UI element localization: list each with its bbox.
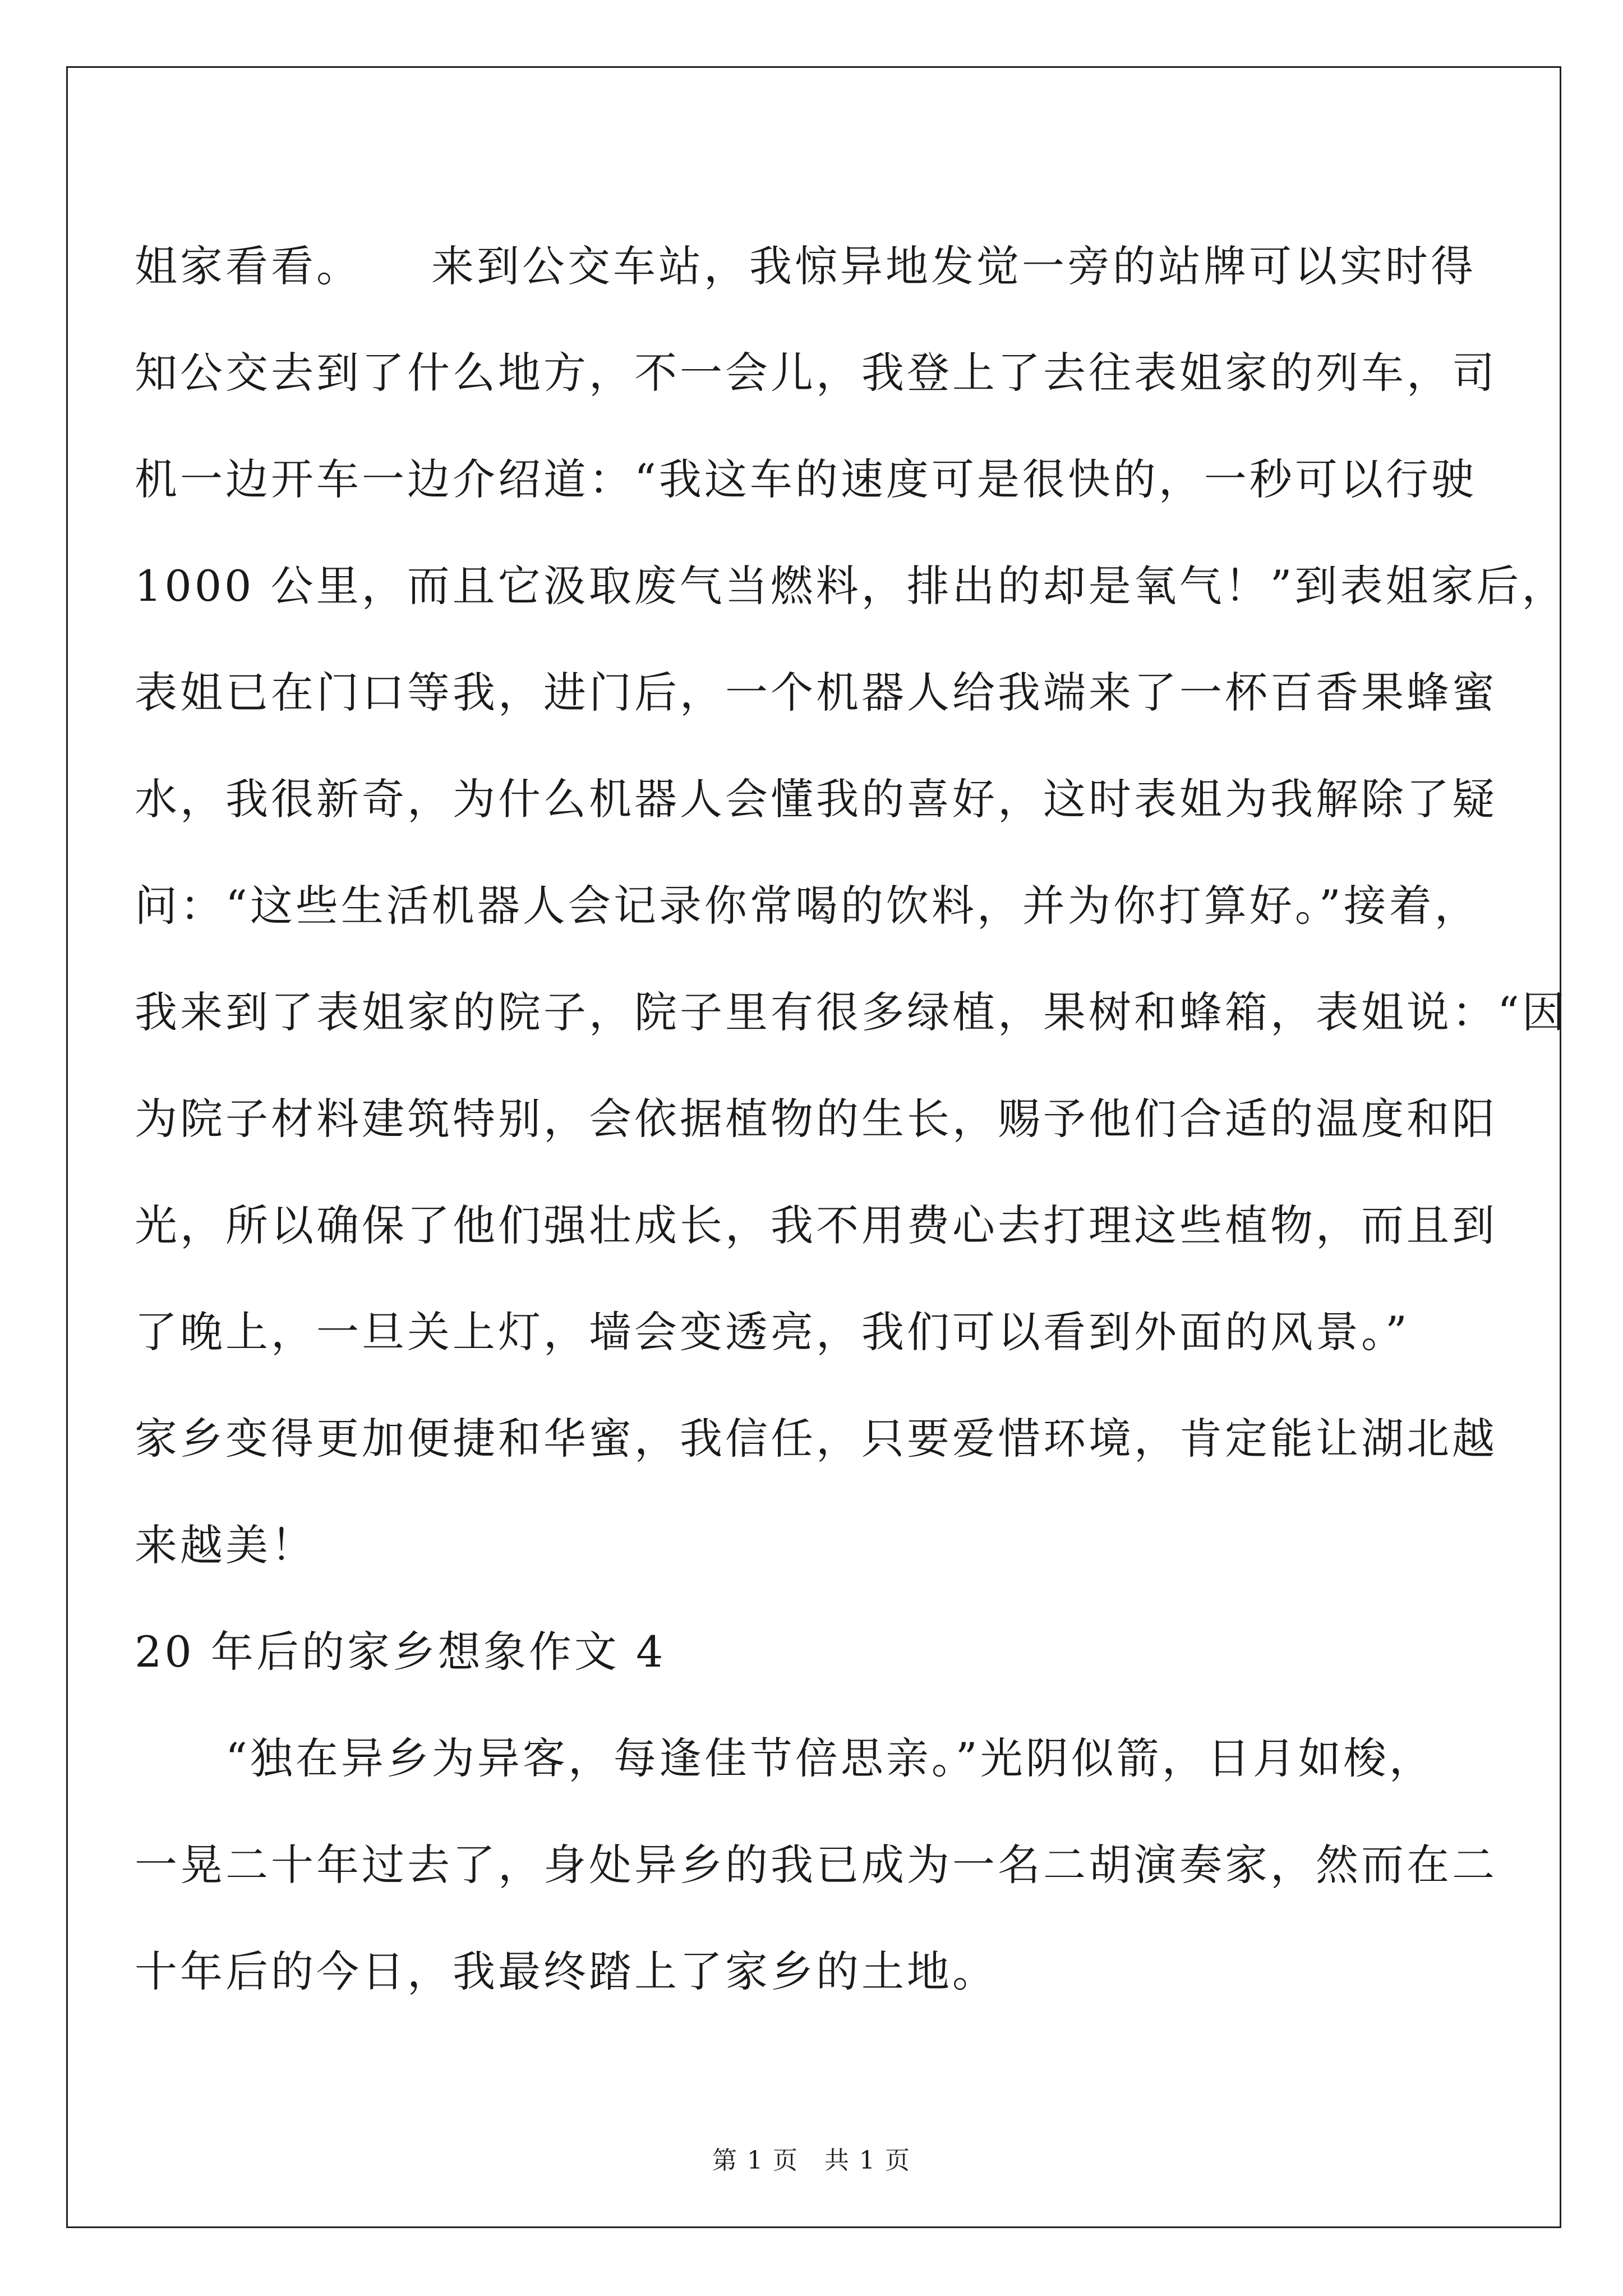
text-line: “独在异乡为异客，每逢佳节倍思亲。”光阴似箭，日月如梭， xyxy=(135,1733,1435,1783)
text-line: 十年后的今日，我最终踏上了家乡的土地。 xyxy=(135,1947,998,1996)
text-line: 问：“这些生活机器人会记录你常喝的饮料，并为你打算好。”接着， xyxy=(135,881,1480,931)
section-heading: 20 年后的家乡想象作文 4 xyxy=(135,1627,666,1677)
text-line: 1000 公里，而且它汲取废气当燃料，排出的却是氧气！”到表姐家后， xyxy=(135,561,1567,611)
text-line: 知公交去到了什么地方，不一会儿，我登上了去往表姐家的列车，司 xyxy=(135,348,1497,398)
text-line: 来越美！ xyxy=(135,1520,316,1570)
text-line: 水，我很新奇，为什么机器人会懂我的喜好，这时表姐为我解除了疑 xyxy=(135,774,1497,824)
text-line: 家乡变得更加便捷和华蜜，我信任，只要爱惜环境，肯定能让湖北越 xyxy=(135,1414,1497,1464)
text-line: 为院子材料建筑特别，会依据植物的生长，赐予他们合适的温度和阳 xyxy=(135,1094,1497,1144)
text-line: 了晚上，一旦关上灯，墙会变透亮，我们可以看到外面的风景。” xyxy=(135,1307,1410,1357)
page-footer: 第 1 页 共 1 页 xyxy=(712,2146,911,2175)
text-line: 表姐已在门口等我，进门后，一个机器人给我端来了一杯百香果蜂蜜 xyxy=(135,668,1497,717)
document-body xyxy=(135,213,1567,2025)
text-line: 姐家看看。 来到公交车站，我惊异地发觉一旁的站牌可以实时得 xyxy=(135,241,1476,291)
text-line: 我来到了表姐家的院子，院子里有很多绿植，果树和蜂箱，表姐说：“因 xyxy=(135,987,1567,1037)
text-line: 机一边开车一边介绍道：“我这车的速度可是很快的，一秒可以行驶 xyxy=(135,454,1477,504)
text-line: 一晃二十年过去了，身处异乡的我已成为一名二胡演奏家，然而在二 xyxy=(135,1840,1497,1890)
text-line: 光，所以确保了他们强壮成长，我不用费心去打理这些植物，而且到 xyxy=(135,1200,1497,1250)
